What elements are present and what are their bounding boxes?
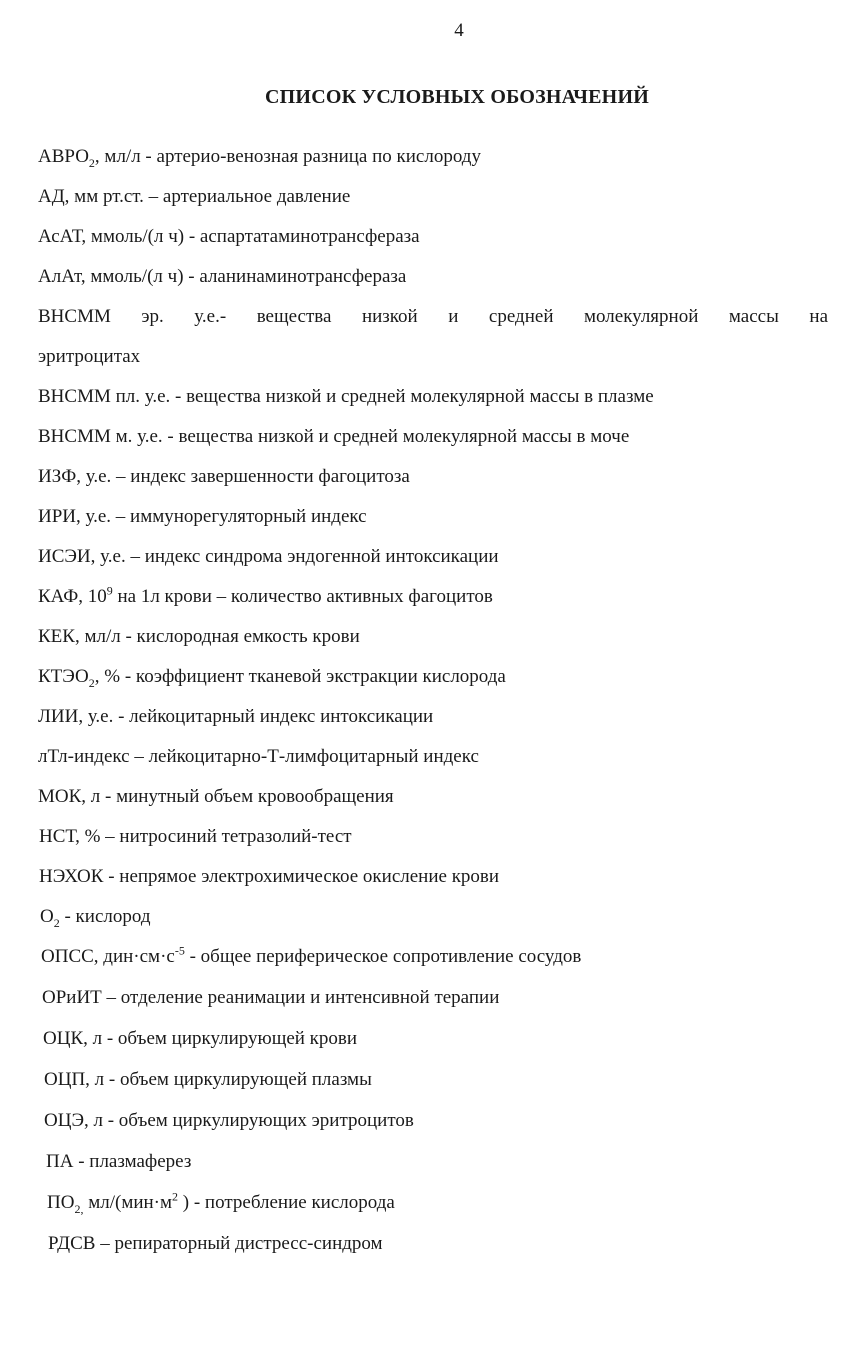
- list-item: ОЦЭ, л - объем циркулирующих эритроцитов: [44, 1110, 414, 1131]
- list-item: МОК, л - минутный объем кровообращения: [38, 786, 394, 807]
- list-item: КАФ, $10^9$ на 1л крови – количество активных фагоцитов: [38, 583, 493, 607]
- list-item: ВНСММ м. у.е. - вещества низкой и средней молекулярной массы в моче: [38, 426, 630, 447]
- list-item: $О_2$ - кислород: [40, 906, 151, 930]
- list-item: ОЦП, л - объем циркулирующей плазмы: [44, 1069, 372, 1090]
- list-item: ВНСММ пл. у.е. - вещества низкой и средней молекулярной массы в плазме: [38, 386, 654, 407]
- list-item: $ПО_{2,}$ $мл/(мин\cdot м^2$ ) - потребление кислорода: [47, 1189, 395, 1216]
- list-item: $АВРО_2$, мл/л - артерио-венозная разница по кислороду: [38, 146, 481, 170]
- page-number: 4: [454, 20, 464, 41]
- list-item: ПА - плазмаферез: [46, 1151, 192, 1172]
- page-title: СПИСОК УСЛОВНЫХ ОБОЗНАЧЕНИЙ: [265, 86, 649, 108]
- list-item: ВНСММ эр. у.е.- вещества низкой и средней молекулярной массы на эритроцитах: [38, 306, 828, 367]
- list-item: лТл-индекс – лейкоцитарно-Т-лимфоцитарный индекс: [38, 746, 479, 767]
- list-item: ИРИ, у.е. – иммунорегуляторный индекс: [38, 506, 367, 527]
- list-item: АД, мм рт.ст. – артериальное давление: [38, 186, 351, 207]
- list-item: НЭХОК - непрямое электрохимическое окисление крови: [39, 866, 500, 887]
- list-item: НСТ, % – нитросиний тетразолий-тест: [39, 826, 352, 847]
- list-item: ЛИИ, у.е. - лейкоцитарный индекс интоксикации: [38, 706, 434, 727]
- abbreviation-list: [38, 145, 828, 1273]
- list-item: АлАт, ммоль/(л ч) - аланинаминотрансфераза: [38, 266, 407, 287]
- list-item: РДСВ – репираторный дистресс-синдром: [48, 1233, 383, 1254]
- list-item: $КТЭО_2$, % - коэффициент тканевой экстракции кислорода: [38, 666, 506, 690]
- list-item: АсАТ, ммоль/(л ч) - аспартатаминотрансфераза: [38, 226, 420, 247]
- list-item: ОПСС, $дин\cdot см\cdot с^{-5}$ - общее периферическое сопротивление сосудов: [41, 943, 582, 967]
- list-item: ИСЭИ, у.е. – индекс синдрома эндогенной интоксикации: [38, 546, 499, 567]
- list-item: ИЗФ, у.е. – индекс завершенности фагоцитоза: [38, 466, 410, 487]
- list-item: ОРиИТ – отделение реанимации и интенсивной терапии: [42, 987, 500, 1008]
- list-item: КЕК, мл/л - кислородная емкость крови: [38, 626, 360, 647]
- list-item: ОЦК, л - объем циркулирующей крови: [43, 1028, 358, 1049]
